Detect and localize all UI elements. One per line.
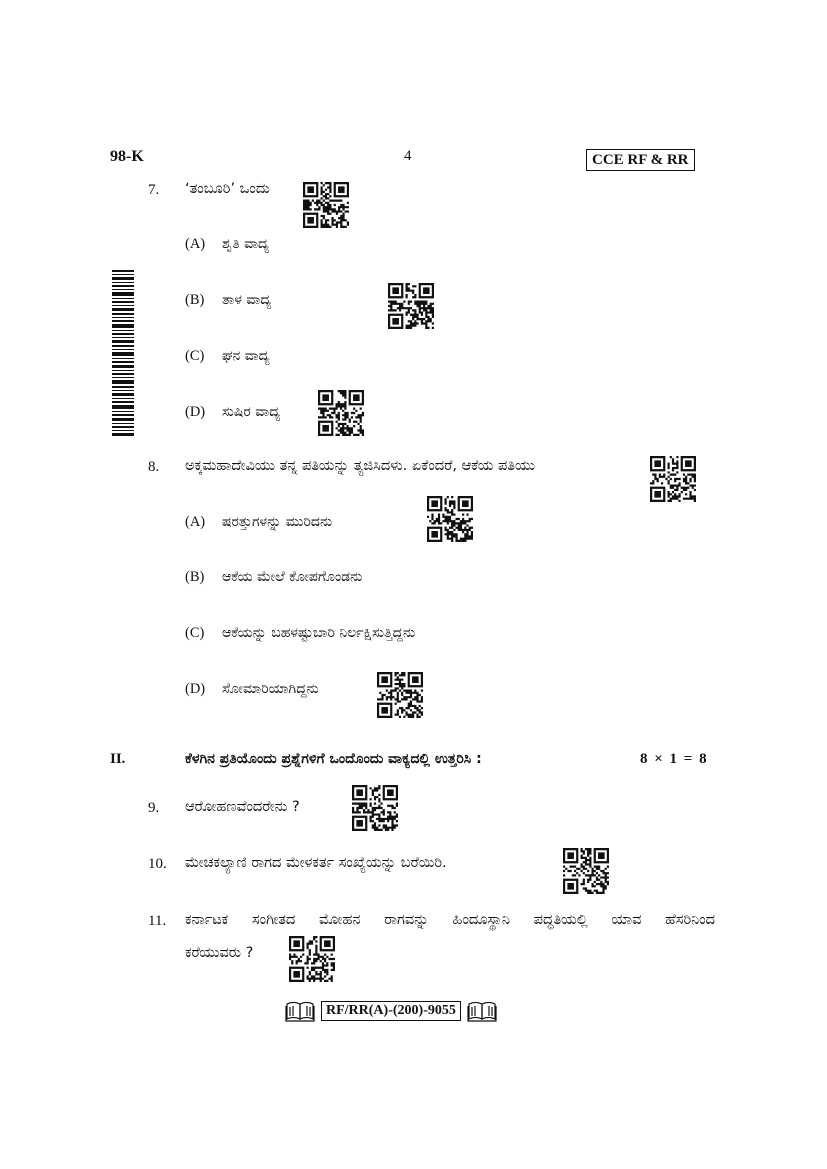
option-letter: (D) bbox=[185, 404, 206, 420]
option-text: ಷರತ್ತುಗಳನ್ನು ಮುರಿದನು bbox=[222, 514, 333, 530]
question-7-number: 7. bbox=[148, 182, 160, 198]
option-letter: (D) bbox=[185, 681, 206, 697]
page-number: 4 bbox=[404, 148, 412, 164]
qr-code-icon bbox=[318, 390, 364, 436]
option-text: ತಾಳ ವಾದ್ಯ bbox=[222, 292, 272, 308]
open-book-icon bbox=[285, 1000, 315, 1022]
option-letter: (B) bbox=[185, 292, 205, 308]
option-text: ಸೋಮಾರಿಯಾಗಿದ್ದನು bbox=[222, 681, 319, 697]
open-book-icon bbox=[467, 1000, 497, 1022]
question-11-number: 11. bbox=[148, 913, 167, 929]
option-text: ಸುಷಿರ ವಾದ್ಯ bbox=[222, 404, 281, 420]
question-8-number: 8. bbox=[148, 459, 160, 475]
option-letter: (A) bbox=[185, 236, 206, 252]
qr-code-icon bbox=[303, 182, 349, 228]
barcode-icon bbox=[112, 270, 134, 438]
section-number: II. bbox=[110, 751, 126, 767]
question-10-text: ಮೇಚಕಲ್ಯಾಣಿ ರಾಗದ ಮೇಳಕರ್ತ ಸಂಖ್ಯೆಯನ್ನು ಬರೆಯಿರಿ. bbox=[185, 855, 447, 871]
qr-code-icon bbox=[650, 456, 696, 502]
question-8-text: ಅಕ್ಕಮಹಾದೇವಿಯು ತನ್ನ ಪತಿಯನ್ನು ತ್ಯಜಿಸಿದಳು. ಏಕೆಂದರೆ, ಆಕೆಯ ಪತಿಯು bbox=[185, 458, 536, 474]
qr-code-icon bbox=[563, 848, 609, 894]
question-9-number: 9. bbox=[148, 800, 160, 816]
option-text: ಶೃತಿ ವಾದ್ಯ bbox=[222, 236, 269, 252]
question-11-text-line2: ಕರೆಯುವರು ? bbox=[185, 945, 254, 961]
option-letter: (C) bbox=[185, 348, 205, 364]
option-letter: (A) bbox=[185, 514, 206, 530]
paper-code: 98-K bbox=[110, 148, 144, 165]
question-11-text-line1: ಕರ್ನಾಟಕ ಸಂಗೀತದ ಮೋಹನ ರಾಗವನ್ನು ಹಿಂದೂಸ್ಥಾನಿ ಪದ್ಧತಿಯಲ್ಲಿ ಯಾವ ಹೆಸರಿನಿಂದ bbox=[185, 912, 715, 928]
footer bbox=[285, 999, 497, 1023]
qr-code-icon bbox=[289, 936, 335, 982]
qr-code-icon bbox=[352, 785, 398, 831]
option-letter: (B) bbox=[185, 569, 205, 585]
question-7-text: ‘ತಂಬೂರಿ’ ಒಂದು bbox=[185, 181, 270, 197]
option-text: ಆಕೆಯ ಮೇಲೆ ಕೋಪಗೊಂಡನು bbox=[222, 569, 363, 585]
qr-code-icon bbox=[377, 672, 423, 718]
footer-code: RF/RR(A)-(200)-9055 bbox=[321, 1001, 461, 1021]
exam-label-box: CCE RF & RR bbox=[586, 149, 695, 171]
option-letter: (C) bbox=[185, 625, 205, 641]
section-instruction: ಕೆಳಗಿನ ಪ್ರತಿಯೊಂದು ಪ್ರಶ್ನೆಗಳಿಗೆ ಒಂದೊಂದು ವಾಕ್ಯದಲ್ಲಿ ಉತ್ತರಿಸಿ : bbox=[185, 751, 482, 767]
question-10-number: 10. bbox=[148, 856, 167, 872]
option-text: ಆಕೆಯನ್ನು ಬಹಳಷ್ಟುಬಾರಿ ನಿರ್ಲಕ್ಷಿಸುತ್ತಿದ್ದನು bbox=[222, 625, 416, 641]
option-text: ಘನ ವಾದ್ಯ bbox=[222, 348, 270, 364]
qr-code-icon bbox=[388, 283, 434, 329]
qr-code-icon bbox=[427, 496, 473, 542]
section-marks: 8 × 1 = 8 bbox=[640, 751, 707, 767]
question-9-text: ಆರೋಹಣವೆಂದರೇನು ? bbox=[185, 799, 300, 815]
